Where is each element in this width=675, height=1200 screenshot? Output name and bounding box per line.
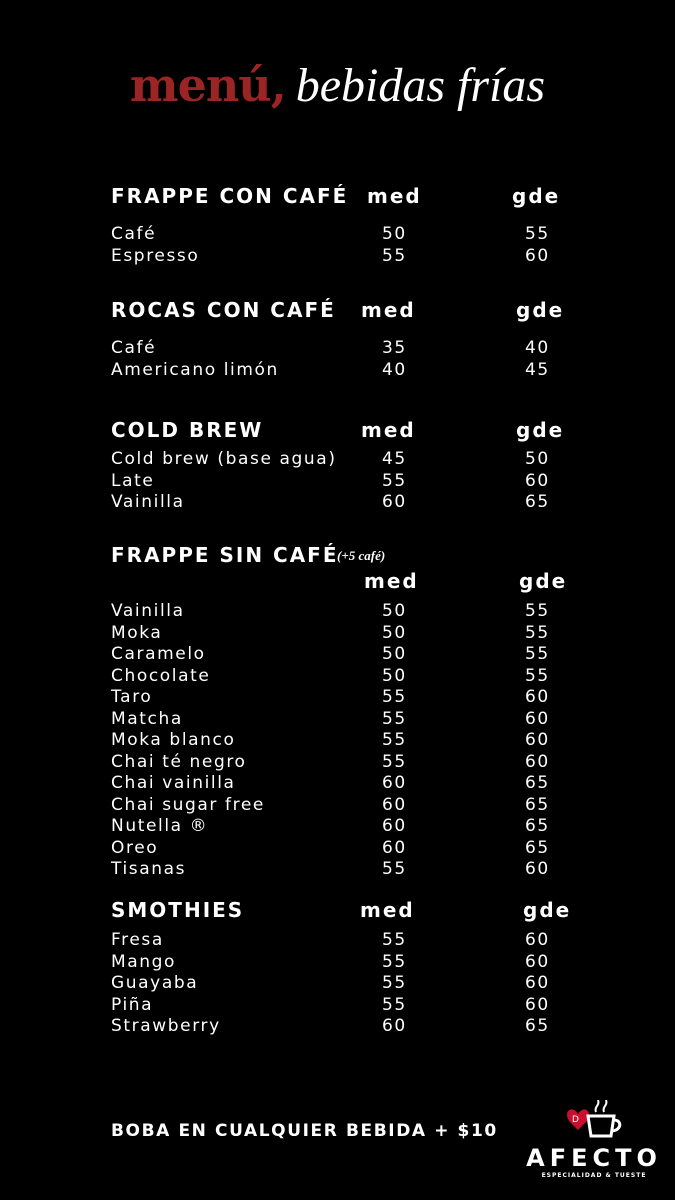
menu-item [0,449,675,471]
menu-item [0,492,675,514]
item-name: Guayaba [111,973,199,993]
item-price-med: 50 [382,622,407,643]
menu-item [0,224,675,246]
item-name: Chai té negro [111,751,247,772]
menu-item [0,930,675,952]
item-price-med: 60 [382,837,407,858]
item-price-gde: 55 [525,224,550,244]
item-name: Chai sugar free [111,794,265,815]
item-name: Late [111,470,155,491]
coffee-cup-heart-icon [564,1100,624,1144]
menu-item [0,752,675,774]
column-gde: gde [516,298,565,322]
item-price-med: 60 [382,492,407,512]
menu-item [0,246,675,268]
item-price-gde: 60 [525,708,550,729]
section-2 [0,418,675,514]
item-price-med: 35 [382,338,407,358]
item-price-gde: 60 [525,930,550,950]
item-name: Tisanas [111,859,187,879]
item-name: Matcha [111,708,183,729]
menu-item [0,838,675,860]
section-3 [0,543,675,881]
logo-tagline: ESPECIALIDAD & TUESTE [541,1172,647,1179]
menu-item [0,471,675,493]
item-name: Espresso [111,245,200,266]
item-price-med: 55 [382,751,407,772]
item-price-med: 55 [382,973,407,993]
menu-item [0,338,675,360]
menu-item [0,795,675,817]
column-med: med [367,184,422,208]
item-name: Chai vainilla [111,773,236,793]
item-price-gde: 60 [525,973,550,993]
column-med: med [364,569,419,593]
item-price-gde: 40 [525,338,550,358]
section-title: ROCAS CON CAFÉ [111,298,336,322]
item-price-gde: 45 [525,359,550,380]
item-price-gde: 60 [525,245,550,266]
item-price-gde: 55 [525,665,550,686]
item-price-med: 45 [382,449,407,469]
menu-item [0,773,675,795]
column-gde: gde [519,569,568,593]
item-price-med: 50 [382,224,407,244]
menu-item [0,952,675,974]
item-price-gde: 55 [525,622,550,643]
item-price-med: 50 [382,665,407,686]
item-price-med: 50 [382,601,407,621]
item-price-med: 40 [382,359,407,380]
item-price-gde: 55 [525,601,550,621]
item-name: Cold brew (base agua) [111,449,337,469]
item-price-gde: 65 [525,773,550,793]
section-header [0,298,675,338]
section-note: (+5 café) [337,548,386,563]
menu-item [0,995,675,1017]
column-med: med [361,298,416,322]
section-header [0,543,675,601]
menu-item [0,644,675,666]
item-name: Moka blanco [111,730,236,750]
section-header [0,418,675,449]
menu-item [0,601,675,623]
item-price-gde: 50 [525,449,550,469]
item-name: Mango [111,951,177,972]
item-price-med: 55 [382,470,407,491]
section-0 [0,184,675,267]
logo-brand: AFECTO [526,1144,662,1172]
item-price-gde: 65 [525,492,550,512]
menu-item [0,730,675,752]
menu-item [0,687,675,709]
item-price-med: 50 [382,644,407,664]
item-price-med: 55 [382,708,407,729]
item-name: Fresa [111,930,164,950]
section-title: FRAPPE SIN CAFÉ [111,543,339,567]
item-name: Nutella ® [111,816,209,836]
item-name: Taro [111,687,153,707]
boba-note: BOBA EN CUALQUIER BEBIDA + $10 [111,1121,498,1141]
item-price-med: 60 [382,794,407,815]
section-title: COLD BREW [111,418,264,442]
menu-item [0,623,675,645]
item-price-gde: 65 [525,794,550,815]
item-price-med: 60 [382,773,407,793]
column-gde: gde [516,418,565,442]
section-header [0,898,675,930]
item-price-gde: 60 [525,951,550,972]
item-name: Café [111,338,157,358]
item-price-gde: 60 [525,859,550,879]
section-1 [0,298,675,381]
section-title: SMOTHIES [111,898,245,922]
item-price-med: 55 [382,687,407,707]
item-price-gde: 60 [525,470,550,491]
item-price-med: 55 [382,994,407,1015]
item-name: Café [111,224,157,244]
item-price-gde: 65 [525,837,550,858]
item-price-gde: 65 [525,816,550,836]
item-price-med: 60 [382,816,407,836]
item-price-gde: 60 [525,730,550,750]
item-price-gde: 65 [525,1016,550,1036]
title-menu: menú, [129,58,286,112]
menu-item [0,1016,675,1038]
item-name: Americano limón [111,359,279,380]
item-price-med: 55 [382,245,407,266]
menu-item [0,816,675,838]
section-4 [0,898,675,1038]
item-price-gde: 60 [525,994,550,1015]
item-name: Caramelo [111,644,206,664]
menu-item [0,859,675,881]
item-price-med: 55 [382,730,407,750]
item-price-gde: 55 [525,644,550,664]
item-name: Chocolate [111,665,211,686]
item-name: Oreo [111,837,159,858]
svg-text:D: D [572,1115,579,1125]
section-title: FRAPPE CON CAFÉ [111,184,349,208]
page-title [0,58,675,113]
menu-item [0,666,675,688]
item-price-gde: 60 [525,751,550,772]
item-name: Piña [111,994,154,1015]
item-price-gde: 60 [525,687,550,707]
item-name: Vainilla [111,601,185,621]
column-gde: gde [512,184,561,208]
menu-item [0,709,675,731]
afecto-logo [514,1100,674,1184]
column-med: med [361,418,416,442]
section-header [0,184,675,224]
title-subtitle: bebidas frías [295,59,546,112]
item-price-med: 55 [382,859,407,879]
item-name: Vainilla [111,492,185,512]
column-med: med [360,898,415,922]
item-price-med: 55 [382,951,407,972]
menu-item [0,973,675,995]
column-gde: gde [523,898,572,922]
item-name: Moka [111,622,163,643]
item-price-med: 60 [382,1016,407,1036]
menu-item [0,360,675,382]
item-name: Strawberry [111,1016,221,1036]
item-price-med: 55 [382,930,407,950]
